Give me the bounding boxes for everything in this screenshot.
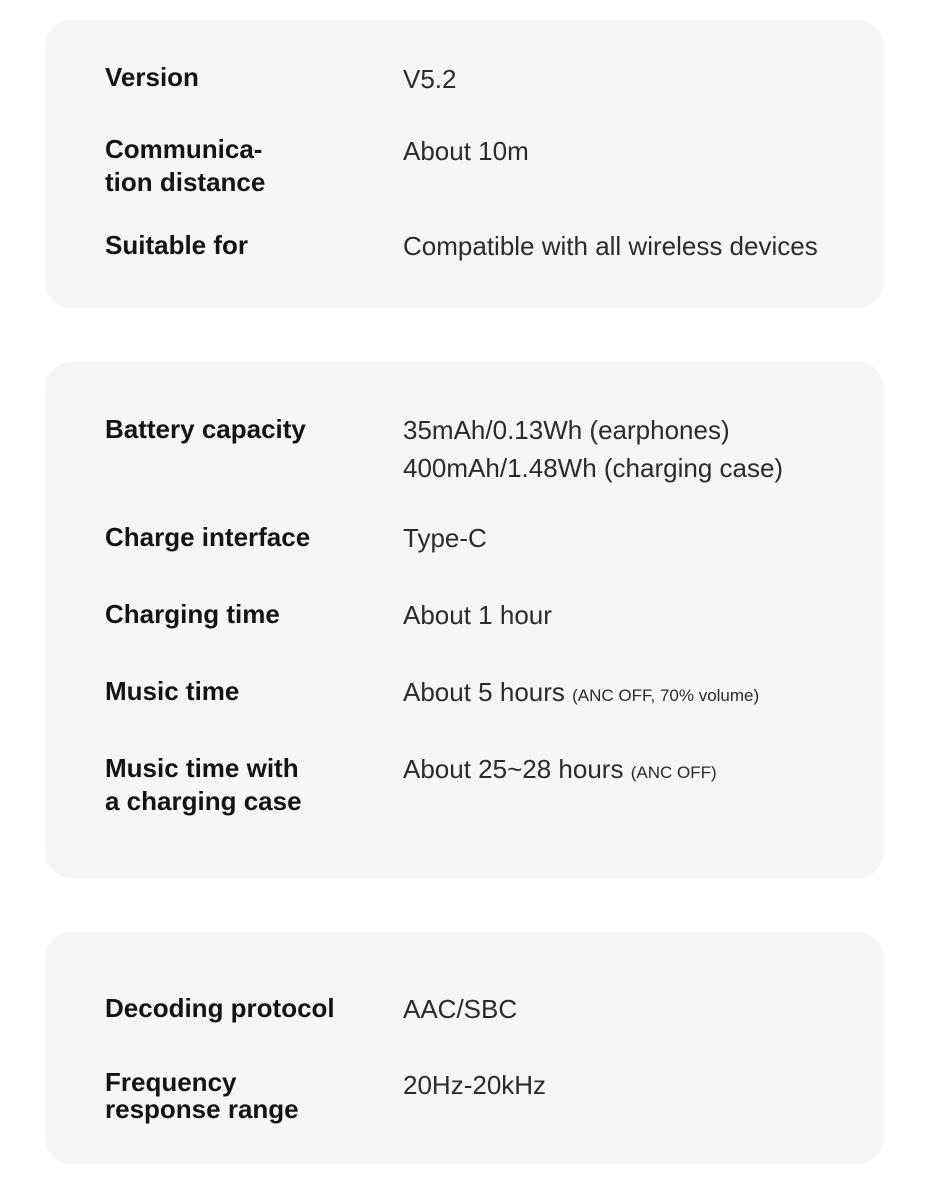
spec-card-audio [45,932,884,1164]
spec-label: Battery capacity [105,414,306,444]
spec-value [403,673,759,715]
spec-value [403,750,717,792]
spec-label: Music time [105,676,240,706]
spec-value-main: About 25~28 hours [403,754,624,784]
spec-value: About 1 hour [403,600,552,630]
spec-label: Charge interface [105,522,311,552]
spec-value-note: (ANC OFF) [630,763,717,782]
spec-label: Decoding protocol [105,993,335,1023]
spec-value: AAC/SBC [403,994,518,1024]
spec-value: Compatible with all wireless devices [403,231,818,261]
spec-value [403,411,783,487]
spec-value-earphones: 35mAh/0.13Wh (earphones) [403,415,730,445]
spec-value-main: About 5 hours [403,677,565,707]
spec-label: Frequency response range [105,1067,299,1124]
spec-value-charging-case: 400mAh/1.48Wh (charging case) [403,453,784,483]
spec-value: Type-C [403,523,487,553]
spec-label: Music time with a charging case [105,753,302,816]
spec-label: Suitable for [105,230,249,260]
spec-label: Communica- tion distance [105,134,266,197]
spec-card-connectivity [45,20,884,308]
spec-value: About 10m [403,136,529,166]
spec-value-note: (ANC OFF, 70% volume) [572,686,760,705]
spec-value: 20Hz-20kHz [403,1070,547,1100]
spec-value: V5.2 [403,64,457,94]
spec-card-battery [45,362,884,878]
spec-label: Version [105,62,199,92]
spec-label: Charging time [105,599,280,629]
